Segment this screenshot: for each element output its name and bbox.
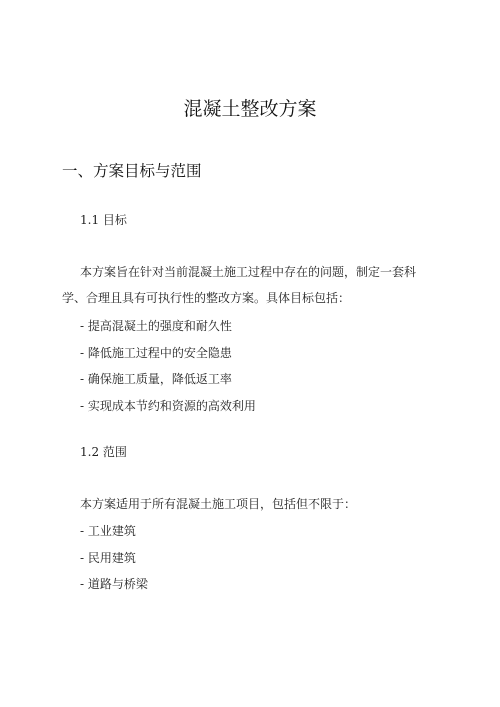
paragraph-goal-line-2: 学、合理且具有可执行性的整改方案。具体目标包括： [62, 291, 351, 305]
list-item: - 民用建筑 [80, 551, 136, 565]
list-item: - 确保施工质量，降低返工率 [80, 372, 232, 386]
subsection-heading-1-1: 1.1 目标 [80, 213, 127, 227]
list-item: - 实现成本节约和资源的高效利用 [80, 399, 256, 413]
list-item: - 道路与桥梁 [80, 577, 148, 591]
section-heading-1: 一、方案目标与范围 [62, 162, 202, 180]
paragraph-scope: 本方案适用于所有混凝土施工项目，包括但不限于： [80, 497, 357, 511]
subsection-heading-1-2: 1.2 范围 [80, 445, 127, 459]
document-title: 混凝土整改方案 [183, 98, 317, 120]
list-item: - 降低施工过程中的安全隐患 [80, 346, 232, 360]
list-item: - 提高混凝土的强度和耐久性 [80, 319, 232, 333]
paragraph-goal-line-1: 本方案旨在针对当前混凝土施工过程中存在的问题，制定一套科 [80, 265, 417, 279]
list-item: - 工业建筑 [80, 524, 136, 538]
